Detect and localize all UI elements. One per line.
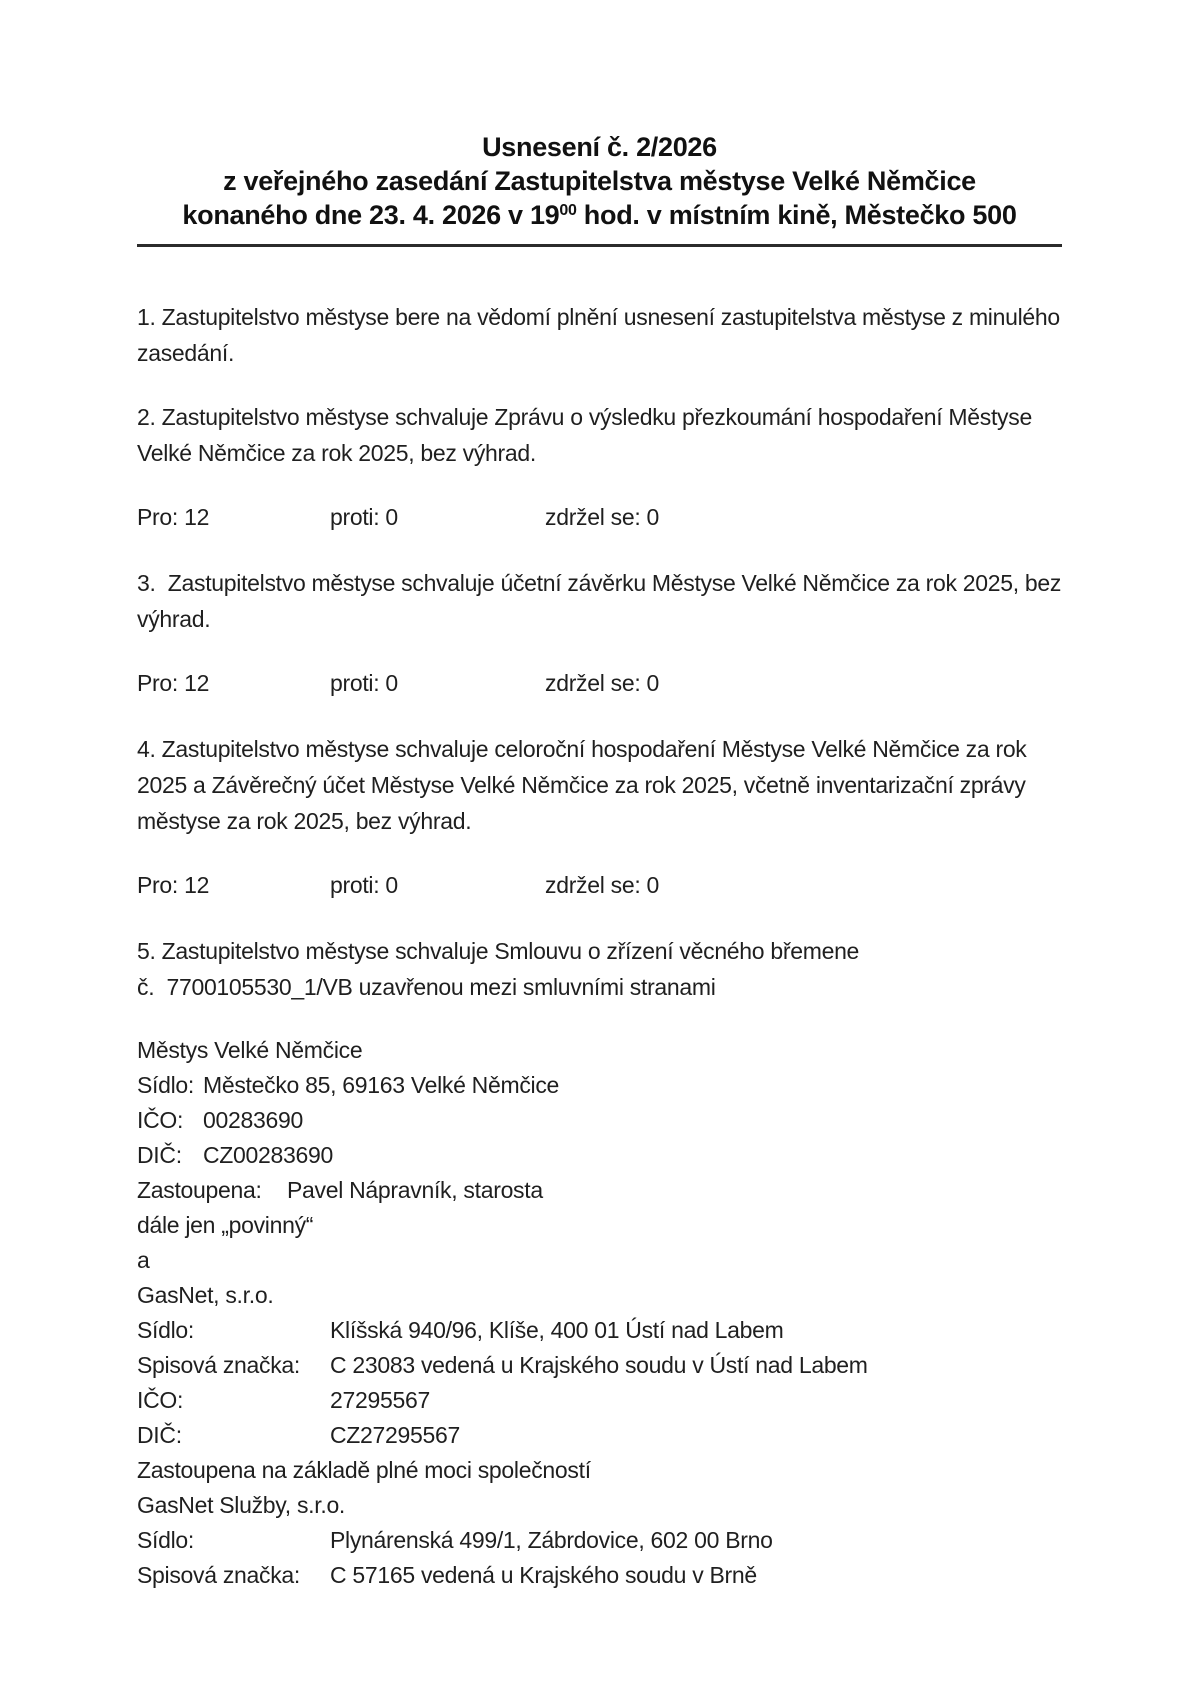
conjunction: a [137,1247,150,1273]
info-label: DIČ: [137,1422,182,1448]
info-value: Pavel Nápravník, starosta [287,1177,543,1203]
info-value: CZ00283690 [203,1142,333,1168]
info-line-zastoupena [137,1173,1062,1208]
info-value: Plynárenská 499/1, Zábrdovice, 602 00 Brno [330,1527,773,1553]
vote-proti: proti: 0 [330,872,398,898]
resolution-paragraph-4 [137,731,1062,839]
vote-line-2 [137,665,1062,701]
party-alias: dále jen „povinný“ [137,1212,314,1238]
title-underline [137,244,1062,247]
info-label: IČO: [137,1387,184,1413]
resolution-paragraph-3 [137,565,1062,637]
info-line-ico [137,1103,1062,1138]
paragraph-line: výhrad. [137,606,211,632]
vote-pro: Pro: 12 [137,504,210,530]
paragraph-line: 3. Zastupitelstvo městyse schvaluje účetní závěrku Městyse Velké Němčice za rok 2025, bez [137,570,1062,596]
paragraph-line: 2025 a Závěrečný účet Městyse Velké Němčice za rok 2025, včetně inventarizační zprávy [137,772,1026,798]
info-line-sidlo [137,1313,1062,1348]
vote-zdrzel: zdržel se: 0 [545,670,660,696]
title-line-3-suffix: hod. v místním kině, Městečko 500 [576,200,1017,230]
title-line-3 [137,198,1062,237]
vote-zdrzel: zdržel se: 0 [545,872,660,898]
info-label: Sídlo: [137,1072,195,1098]
info-line-dic [137,1138,1062,1173]
paragraph-line: 1. Zastupitelstvo městyse bere na vědomí plnění usnesení zastupitelstva městyse z minulého [137,304,1060,330]
vote-line-3 [137,867,1062,903]
info-value: 27295567 [330,1387,430,1413]
party-name: GasNet, s.r.o. [137,1282,274,1308]
info-label: Spisová značka: [137,1352,300,1378]
info-value: C 23083 vedená u Krajského soudu v Ústí nad Labem [330,1352,868,1378]
vote-proti: proti: 0 [330,504,398,530]
info-value: CZ27295567 [330,1422,460,1448]
info-line-spisova-znacka [137,1558,1062,1593]
info-label: Spisová značka: [137,1562,300,1588]
info-label: Zastoupena: [137,1177,262,1203]
title-line-2: z veřejného zasedání Zastupitelstva městyse Velké Němčice [223,166,976,196]
paragraph-line: Velké Němčice za rok 2025, bez výhrad. [137,440,536,466]
resolution-paragraph-2 [137,399,1062,471]
vote-zdrzel: zdržel se: 0 [545,504,660,530]
info-label: Sídlo: [137,1527,195,1553]
vote-pro: Pro: 12 [137,872,210,898]
info-value: Klíšská 940/96, Klíše, 400 01 Ústí nad Labem [330,1317,784,1343]
party-name: Městys Velké Němčice [137,1037,363,1063]
title-superscript: 00 [559,202,577,219]
agent-name: GasNet Služby, s.r.o. [137,1492,346,1518]
info-label: Sídlo: [137,1317,195,1343]
vote-proti: proti: 0 [330,670,398,696]
paragraph-line: 2. Zastupitelstvo městyse schvaluje Zprávu o výsledku přezkoumání hospodaření Městyse [137,404,1032,430]
info-label: DIČ: [137,1142,182,1168]
document-title [137,130,1062,237]
party-block-opravneny [137,1278,1062,1593]
title-line-3-text: konaného dne 23. 4. 2026 v 19 [182,200,560,230]
info-label: IČO: [137,1107,184,1133]
info-line-sidlo [137,1068,1062,1103]
resolution-paragraph-5 [137,933,1062,1005]
vote-pro: Pro: 12 [137,670,210,696]
info-value: 00283690 [203,1107,303,1133]
paragraph-line: 4. Zastupitelstvo městyse schvaluje celoroční hospodaření Městyse Velké Němčice za rok [137,736,1027,762]
info-line-dic [137,1418,1062,1453]
paragraph-line: zasedání. [137,340,235,366]
resolution-paragraph-1 [137,299,1062,371]
paragraph-line: č. 7700105530_1/VB uzavřenou mezi smluvními stranami [137,974,716,1000]
paragraph-line: městyse za rok 2025, bez výhrad. [137,808,472,834]
info-value: Městečko 85, 69163 Velké Němčice [203,1072,560,1098]
represented-by-note: Zastoupena na základě plné moci společností [137,1457,591,1483]
paragraph-line: 5. Zastupitelstvo městyse schvaluje Smlouvu o zřízení věcného břemene [137,938,860,964]
info-value: C 57165 vedená u Krajského soudu v Brně [330,1562,757,1588]
title-line-1: Usnesení č. 2/2026 [482,132,717,162]
info-line-spisova-znacka [137,1348,1062,1383]
party-block-povinny [137,1033,1062,1278]
info-line-ico [137,1383,1062,1418]
vote-line-1 [137,499,1062,535]
info-line-sidlo [137,1523,1062,1558]
